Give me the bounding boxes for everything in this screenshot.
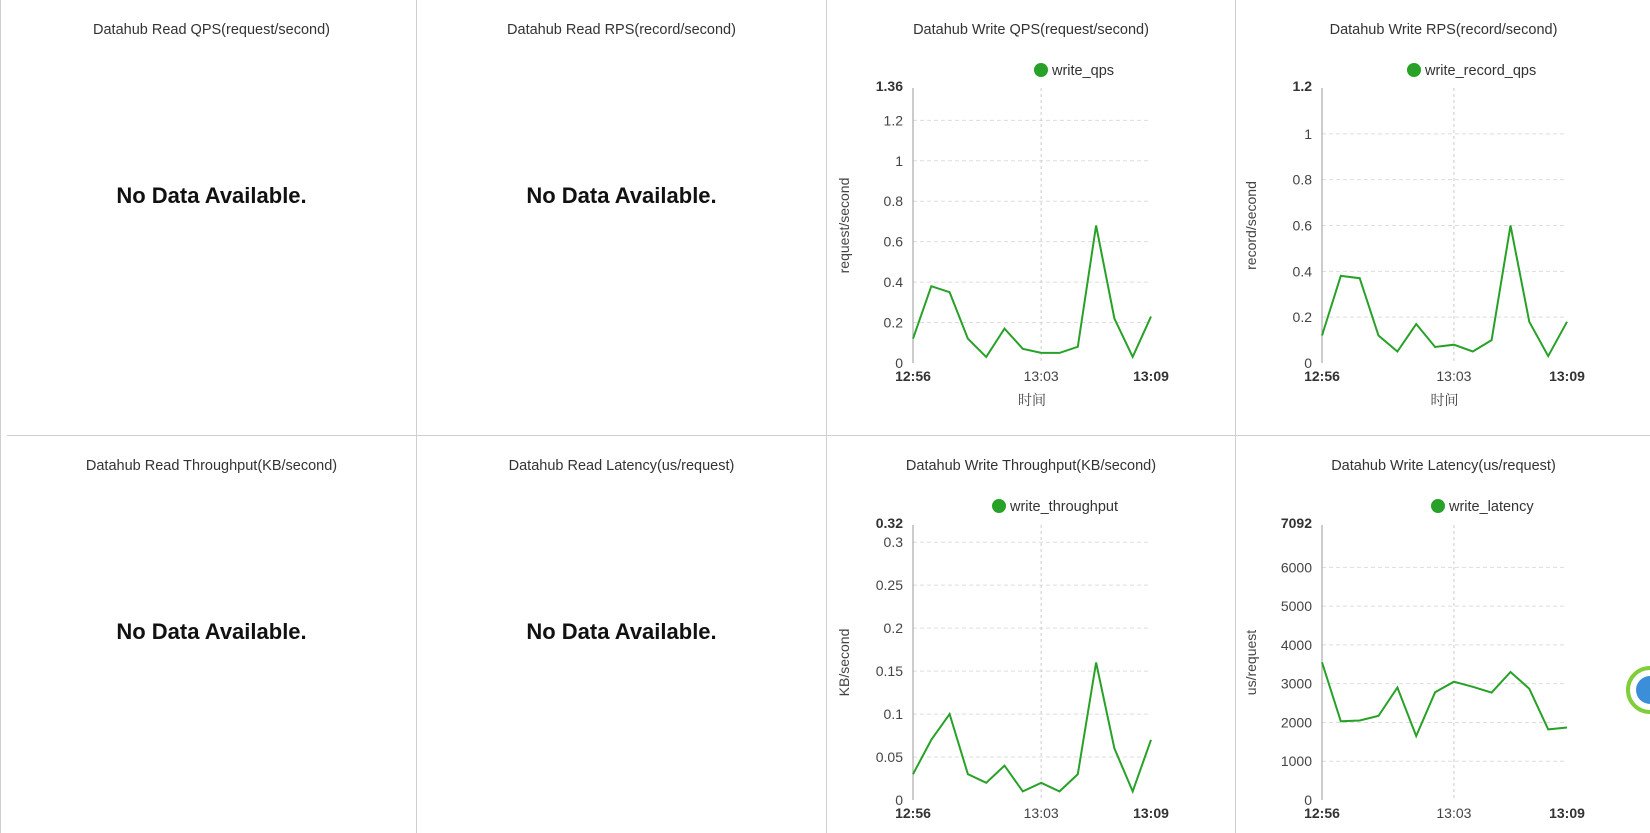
panel-read-rps (417, 0, 827, 436)
x-tick-label: 13:09 (1133, 805, 1169, 821)
data-point (1057, 351, 1061, 355)
x-tick-label: 12:56 (1304, 805, 1340, 821)
y-tick-label: 5000 (1280, 598, 1312, 615)
legend[interactable] (992, 499, 1118, 515)
data-point (1094, 661, 1098, 665)
data-point (1395, 350, 1399, 354)
y-max-label: 7092 (1280, 515, 1312, 531)
panel-title: Datahub Read RPS(record/second) (507, 22, 736, 38)
y-tick-label: 1 (1304, 125, 1312, 142)
x-tick-label: 13:03 (1023, 368, 1059, 384)
data-point (1021, 347, 1025, 351)
data-point (1021, 789, 1025, 793)
data-point (1452, 343, 1456, 347)
x-tick-label: 12:56 (895, 805, 931, 821)
y-axis-label: record/second (1243, 181, 1259, 270)
panel-title: Datahub Write RPS(record/second) (1329, 22, 1558, 38)
panel-title: Datahub Write QPS(request/second) (913, 22, 1149, 38)
panel-read-qps (7, 0, 417, 436)
data-point (966, 337, 970, 341)
x-tick-label: 12:56 (1304, 368, 1340, 384)
x-tick-label: 13:09 (1549, 368, 1585, 384)
series-line[interactable] (1322, 662, 1567, 736)
y-axis-label: KB/second (836, 628, 852, 697)
write-throughput-chart[interactable] (827, 436, 1236, 833)
legend-label: write_qps (1052, 63, 1115, 79)
data-point (1112, 317, 1116, 321)
y-tick-label: 0 (895, 792, 903, 808)
legend-swatch (992, 499, 1006, 513)
data-point (1039, 351, 1043, 355)
x-axis-label: 时间 (1018, 392, 1046, 408)
write-qps-chart[interactable] (827, 0, 1236, 436)
y-tick-label: 2000 (1280, 714, 1312, 731)
y-tick-label: 0.05 (875, 749, 903, 766)
data-point (929, 284, 933, 288)
data-point (1057, 789, 1061, 793)
legend-label: write_record_qps (1425, 63, 1537, 79)
panel-title: Datahub Write Throughput(KB/second) (905, 458, 1157, 474)
data-point (1112, 746, 1116, 750)
data-point (1003, 327, 1007, 331)
x-tick-label: 12:56 (895, 368, 931, 384)
data-point (1076, 345, 1080, 349)
y-tick-label: 1000 (1280, 753, 1312, 770)
panel-read-latency (417, 436, 827, 833)
y-max-label: 0.32 (875, 515, 903, 531)
y-tick-label: 0.2 (1292, 309, 1312, 326)
data-point (984, 781, 988, 785)
data-point (1508, 670, 1512, 674)
data-point (1039, 781, 1043, 785)
data-point (1358, 276, 1362, 280)
no-data-message: No Data Available. (526, 619, 717, 644)
y-tick-label: 1 (895, 152, 903, 169)
y-max-label: 1.2 (1292, 78, 1312, 94)
y-tick-label: 0.6 (1292, 217, 1312, 234)
data-point (1358, 719, 1362, 723)
y-tick-label: 0.8 (1292, 171, 1312, 188)
x-axis-label: 时间 (1430, 392, 1459, 408)
data-point (984, 355, 988, 359)
legend[interactable] (1407, 63, 1536, 79)
data-point (1471, 685, 1475, 689)
y-tick-label: 0.8 (883, 193, 903, 210)
panel-title: Datahub Read Latency(us/request) (508, 458, 735, 474)
data-point (1414, 322, 1418, 326)
y-tick-label: 1.2 (883, 112, 903, 129)
panel-write-qps (827, 0, 1236, 436)
panel-read-throughput (7, 436, 417, 833)
data-point (1377, 334, 1381, 338)
panel-write-rps (1236, 0, 1650, 436)
panel-title: Datahub Read Throughput(KB/second) (85, 458, 338, 474)
y-tick-label: 0.4 (1292, 263, 1312, 280)
panel-title: Datahub Write Latency(us/request) (1331, 458, 1556, 474)
data-point (1527, 320, 1531, 324)
data-point (1131, 789, 1135, 793)
data-point (948, 712, 952, 716)
y-tick-label: 0 (1304, 355, 1312, 371)
panel-title: Datahub Read QPS(request/second) (93, 22, 330, 38)
y-axis-label: request/second (836, 177, 852, 274)
series-line[interactable] (1322, 226, 1567, 357)
y-tick-label: 0.6 (883, 233, 903, 250)
x-tick-label: 13:03 (1436, 368, 1472, 384)
data-point (1433, 690, 1437, 694)
data-point (1490, 338, 1494, 342)
legend-label: write_latency (1449, 499, 1534, 515)
y-tick-label: 0.15 (875, 663, 903, 680)
y-max-label: 1.36 (875, 78, 903, 94)
data-point (1565, 320, 1569, 324)
data-point (1076, 772, 1080, 776)
data-point (1377, 714, 1381, 718)
data-point (1395, 686, 1399, 690)
panel-write-throughput (827, 436, 1236, 833)
x-tick-label: 13:09 (1549, 805, 1585, 821)
data-point (929, 738, 933, 742)
y-tick-label: 6000 (1280, 559, 1312, 576)
y-tick-label: 0.4 (883, 274, 903, 291)
legend[interactable] (1034, 63, 1114, 79)
data-point (1527, 687, 1531, 691)
write-rps-chart[interactable] (1236, 0, 1650, 436)
data-point (1094, 224, 1098, 228)
data-point (1471, 350, 1475, 354)
data-point (1508, 224, 1512, 228)
data-point (1452, 680, 1456, 684)
y-tick-label: 0.2 (883, 314, 903, 331)
legend-label: write_throughput (1010, 499, 1119, 515)
legend-swatch (1407, 63, 1421, 77)
no-data-message: No Data Available. (116, 619, 307, 644)
y-tick-label: 4000 (1280, 636, 1312, 653)
data-point (1433, 345, 1437, 349)
data-point (1131, 355, 1135, 359)
data-point (1149, 314, 1153, 318)
write-latency-chart[interactable] (1236, 436, 1650, 833)
no-data-message: No Data Available. (526, 183, 717, 208)
data-point (966, 772, 970, 776)
data-point (1414, 734, 1418, 738)
y-tick-label: 0.1 (883, 706, 903, 723)
no-data-message: No Data Available. (116, 183, 307, 208)
data-point (1149, 738, 1153, 742)
y-tick-label: 0 (1304, 792, 1312, 808)
y-tick-label: 0.2 (883, 620, 903, 637)
x-tick-label: 13:09 (1133, 368, 1169, 384)
x-tick-label: 13:03 (1023, 805, 1059, 821)
data-point (911, 772, 915, 776)
y-tick-label: 3000 (1280, 675, 1312, 692)
data-point (1320, 334, 1324, 338)
panel-write-latency (1236, 436, 1650, 833)
legend[interactable] (1431, 499, 1534, 515)
x-tick-label: 13:03 (1436, 805, 1472, 821)
series-line[interactable] (913, 663, 1151, 792)
data-point (1490, 691, 1494, 695)
y-axis-label: us/request (1243, 629, 1259, 696)
data-point (1003, 764, 1007, 768)
data-point (1339, 274, 1343, 278)
y-tick-label: 0.3 (883, 534, 903, 551)
data-point (911, 337, 915, 341)
y-tick-label: 0.25 (875, 577, 903, 594)
data-point (948, 290, 952, 294)
data-point (1320, 660, 1324, 664)
data-point (1339, 719, 1343, 723)
data-point (1546, 727, 1550, 731)
data-point (1546, 354, 1550, 358)
legend-swatch (1431, 499, 1445, 513)
legend-swatch (1034, 63, 1048, 77)
y-tick-label: 0 (895, 355, 903, 371)
data-point (1565, 725, 1569, 729)
